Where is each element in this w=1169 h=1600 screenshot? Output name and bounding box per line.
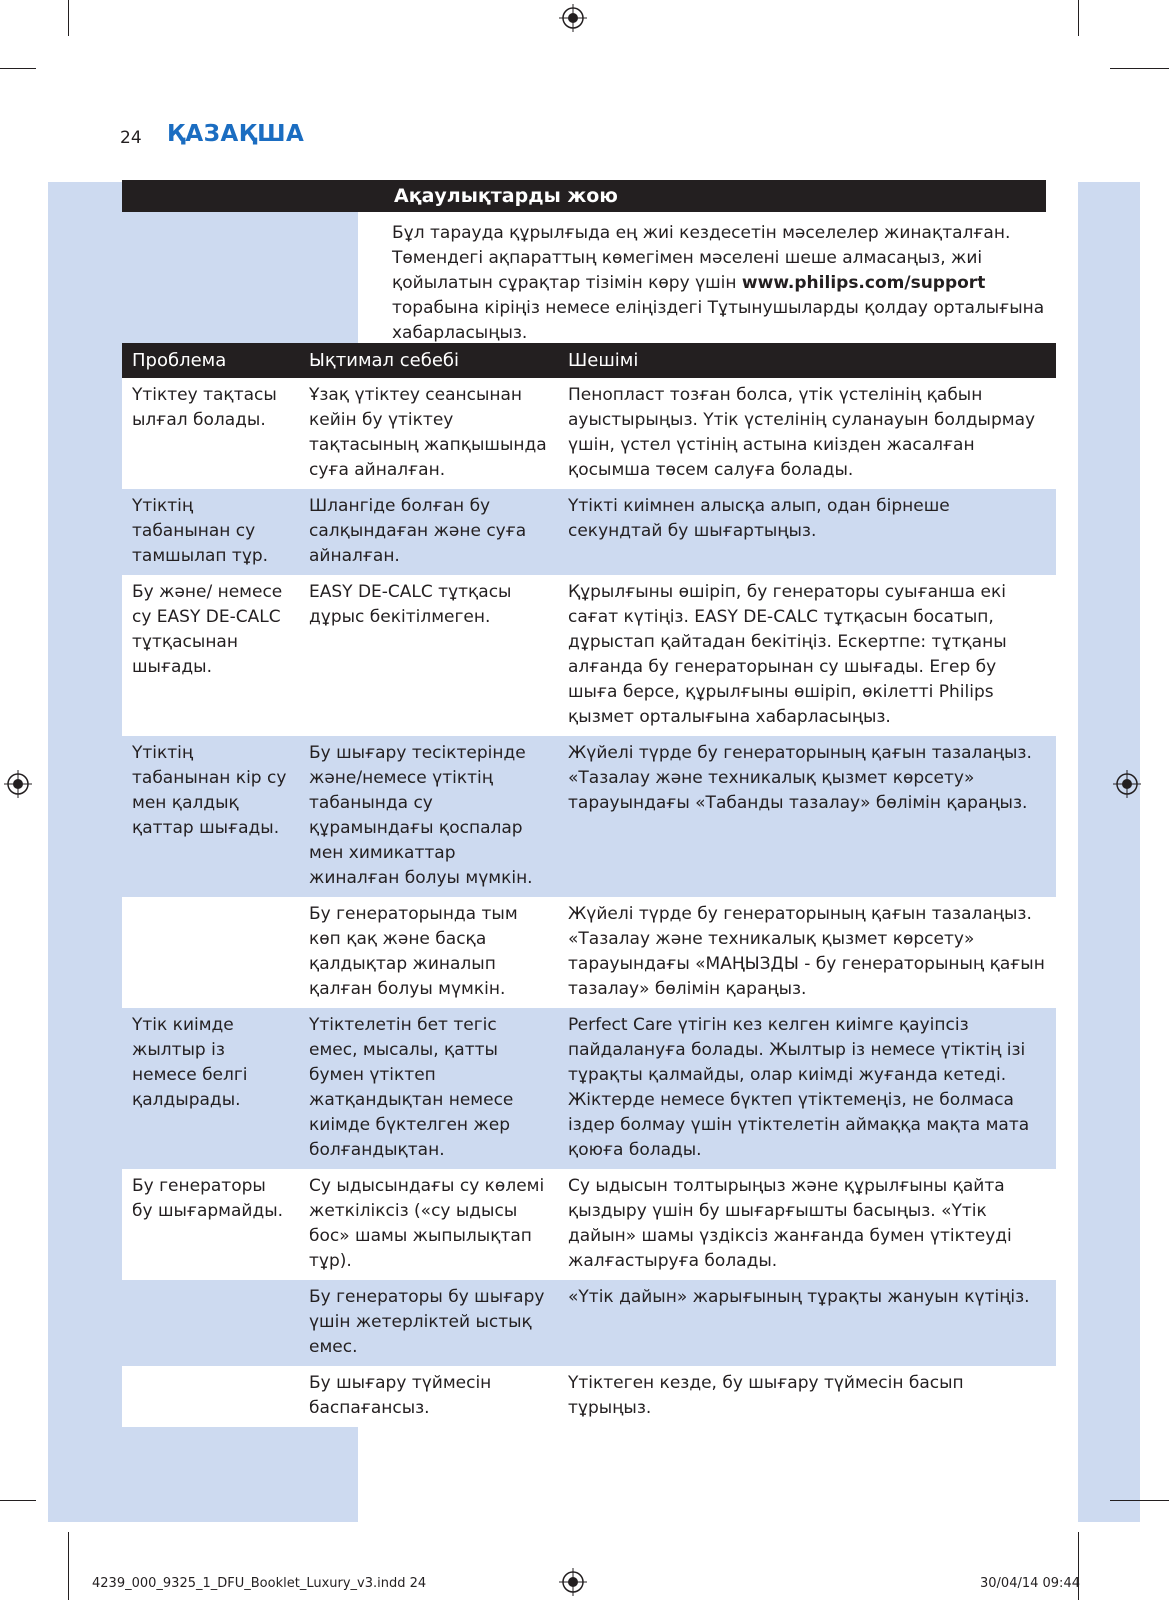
registration-mark-icon <box>4 770 32 798</box>
right-blue-band <box>1078 182 1140 1522</box>
problem-cell: Үтіктің табанынан су тамшылап тұр. <box>122 489 299 575</box>
footer-date: 30/04/14 09:44 <box>980 1576 1080 1591</box>
intro-paragraph <box>392 221 1052 346</box>
problem-cell: Бу және/ немесе су EASY DE-CALC тұтқасынан шығады. <box>122 575 299 736</box>
crop-mark <box>1110 1500 1169 1501</box>
solution-cell: Су ыдысын толтырыңыз және құрылғыны қайта қыздыру үшін бу шығарғышты басыңыз. «Үтік дайын» шамы үздіксіз жанғанда бумен үтіктеуді жалғастыруға болады. <box>558 1169 1056 1280</box>
crop-mark <box>68 0 69 36</box>
table-row <box>122 1008 1056 1169</box>
page-number: 24 <box>120 128 142 148</box>
header-solution: Шешімі <box>558 343 1056 378</box>
cause-cell: Шлангіде болған бу салқындаған және суға айналған. <box>299 489 558 575</box>
cause-cell: Үтіктелетін бет тегіс емес, мысалы, қатты бумен үтіктеп жатқандықтан немесе киімде бүктелген жер болғандықтан. <box>299 1008 558 1169</box>
cause-cell: Бу генераторы бу шығару үшін жетерліктей ыстық емес. <box>299 1280 558 1366</box>
solution-cell: Perfect Care үтігін кез келген киімге қауіпсіз пайдалануға болады. Жылтыр із немесе үтіктің ізі тұрақты қалмайды, олар киімді жуғанда кетеді. Жіктерде немесе бүктеп үтіктемеңіз, не болмаса іздер болмау үшін үтіктелетін аймаққа мақта мата қоюға болады. <box>558 1008 1056 1169</box>
solution-cell: Пенопласт тозған болса, үтік үстелінің қабын ауыстырыңыз. Үтік үстелінің суланауын болдырмау үшін, үстел үстінің астына киізден жасалған қосымша төсем салуға болады. <box>558 378 1056 489</box>
problem-cell: Үтіктің табанынан кір су мен қалдық қаттар шығады. <box>122 736 299 897</box>
footer-file-info: 4239_000_9325_1_DFU_Booklet_Luxury_v3.indd 24 <box>92 1576 427 1591</box>
problem-cell: Үтіктеу тақтасы ылғал болады. <box>122 378 299 489</box>
language-section-title: ҚАЗАҚША <box>167 121 305 147</box>
solution-cell: Құрылғыны өшіріп, бу генераторы суығанша екі сағат күтіңіз. EASY DE-CALC тұтқасын босатып, дұрыстап қайтадан бекітіңіз. Ескертпе: тұтқаны алғанда бу генераторынан су шығады. Егер бу шыға берсе, құрылғыны өшіріп, өкілетті Philips қызмет орталығына хабарласыңыз. <box>558 575 1056 736</box>
solution-cell: Жүйелі түрде бу генераторының қағын тазалаңыз. «Тазалау және техникалық қызмет көрсету» тарауындағы «МАҢЫЗДЫ - бу генераторының қағын тазалау» бөлімін қараңыз. <box>558 897 1056 1008</box>
problem-cell: Үтік киімде жылтыр із немесе белгі қалдырады. <box>122 1008 299 1169</box>
intro-text: Бұл тарауда құрылғыда ең жиі кездесетін мәселелер жинақталған. Төмендегі ақпараттың көмегімен мәселені шеше алмасаңыз, жиі қойылатын сұрақтар тізімін көру үшін <box>392 223 1011 293</box>
table-row <box>122 1280 1056 1366</box>
table-row <box>122 897 1056 1008</box>
table-row <box>122 1366 1056 1427</box>
table-row <box>122 378 1056 489</box>
troubleshooting-table <box>122 343 1056 1427</box>
registration-mark-icon <box>559 1568 587 1596</box>
table-header-row <box>122 343 1056 378</box>
table-row <box>122 736 1056 897</box>
cause-cell: EASY DE-CALC тұтқасы дұрыс бекітілмеген. <box>299 575 558 736</box>
solution-cell: Үтікті киімнен алысқа алып, одан бірнеше секундтай бу шығартыңыз. <box>558 489 1056 575</box>
crop-mark <box>0 1500 36 1501</box>
problem-cell <box>122 1280 299 1366</box>
problem-cell: Бу генераторы бу шығармайды. <box>122 1169 299 1280</box>
crop-mark <box>1110 68 1169 69</box>
registration-mark-icon <box>559 4 587 32</box>
cause-cell: Бу шығару түймесін баспағансыз. <box>299 1366 558 1427</box>
support-link[interactable]: www.philips.com/support <box>741 273 986 293</box>
table-row <box>122 575 1056 736</box>
crop-mark <box>68 1532 69 1600</box>
table-row <box>122 489 1056 575</box>
problem-cell <box>122 1366 299 1427</box>
header-problem: Проблема <box>122 343 299 378</box>
solution-cell: Жүйелі түрде бу генераторының қағын тазалаңыз. «Тазалау және техникалық қызмет көрсету» тарауындағы «Табанды тазалау» бөлімін қараңыз. <box>558 736 1056 897</box>
problem-cell <box>122 897 299 1008</box>
crop-mark <box>0 68 36 69</box>
chapter-heading: Ақаулықтарды жою <box>122 180 1046 212</box>
solution-cell: Үтіктеген кезде, бу шығару түймесін басып тұрыңыз. <box>558 1366 1056 1427</box>
cause-cell: Бу шығару тесіктерінде және/немесе үтіктің табанында су құрамындағы қоспалар мен химикаттар жиналған болуы мүмкін. <box>299 736 558 897</box>
cause-cell: Бу генераторында тым көп қақ және басқа қалдықтар жиналып қалған болуы мүмкін. <box>299 897 558 1008</box>
header-cause: Ықтимал себебі <box>299 343 558 378</box>
intro-text-end: торабына кіріңіз немесе еліңіздегі Тұтынушыларды қолдау орталығына хабарласыңыз. <box>392 298 1045 343</box>
table-row <box>122 1169 1056 1280</box>
cause-cell: Су ыдысындағы су көлемі жеткіліксіз («су ыдысы бос» шамы жыпылықтап тұр). <box>299 1169 558 1280</box>
cause-cell: Ұзақ үтіктеу сеансынан кейін бу үтіктеу тақтасының жапқышында суға айналған. <box>299 378 558 489</box>
solution-cell: «Үтік дайын» жарығының тұрақты жануын күтіңіз. <box>558 1280 1056 1366</box>
registration-mark-icon <box>1113 770 1141 798</box>
crop-mark <box>1078 0 1079 36</box>
